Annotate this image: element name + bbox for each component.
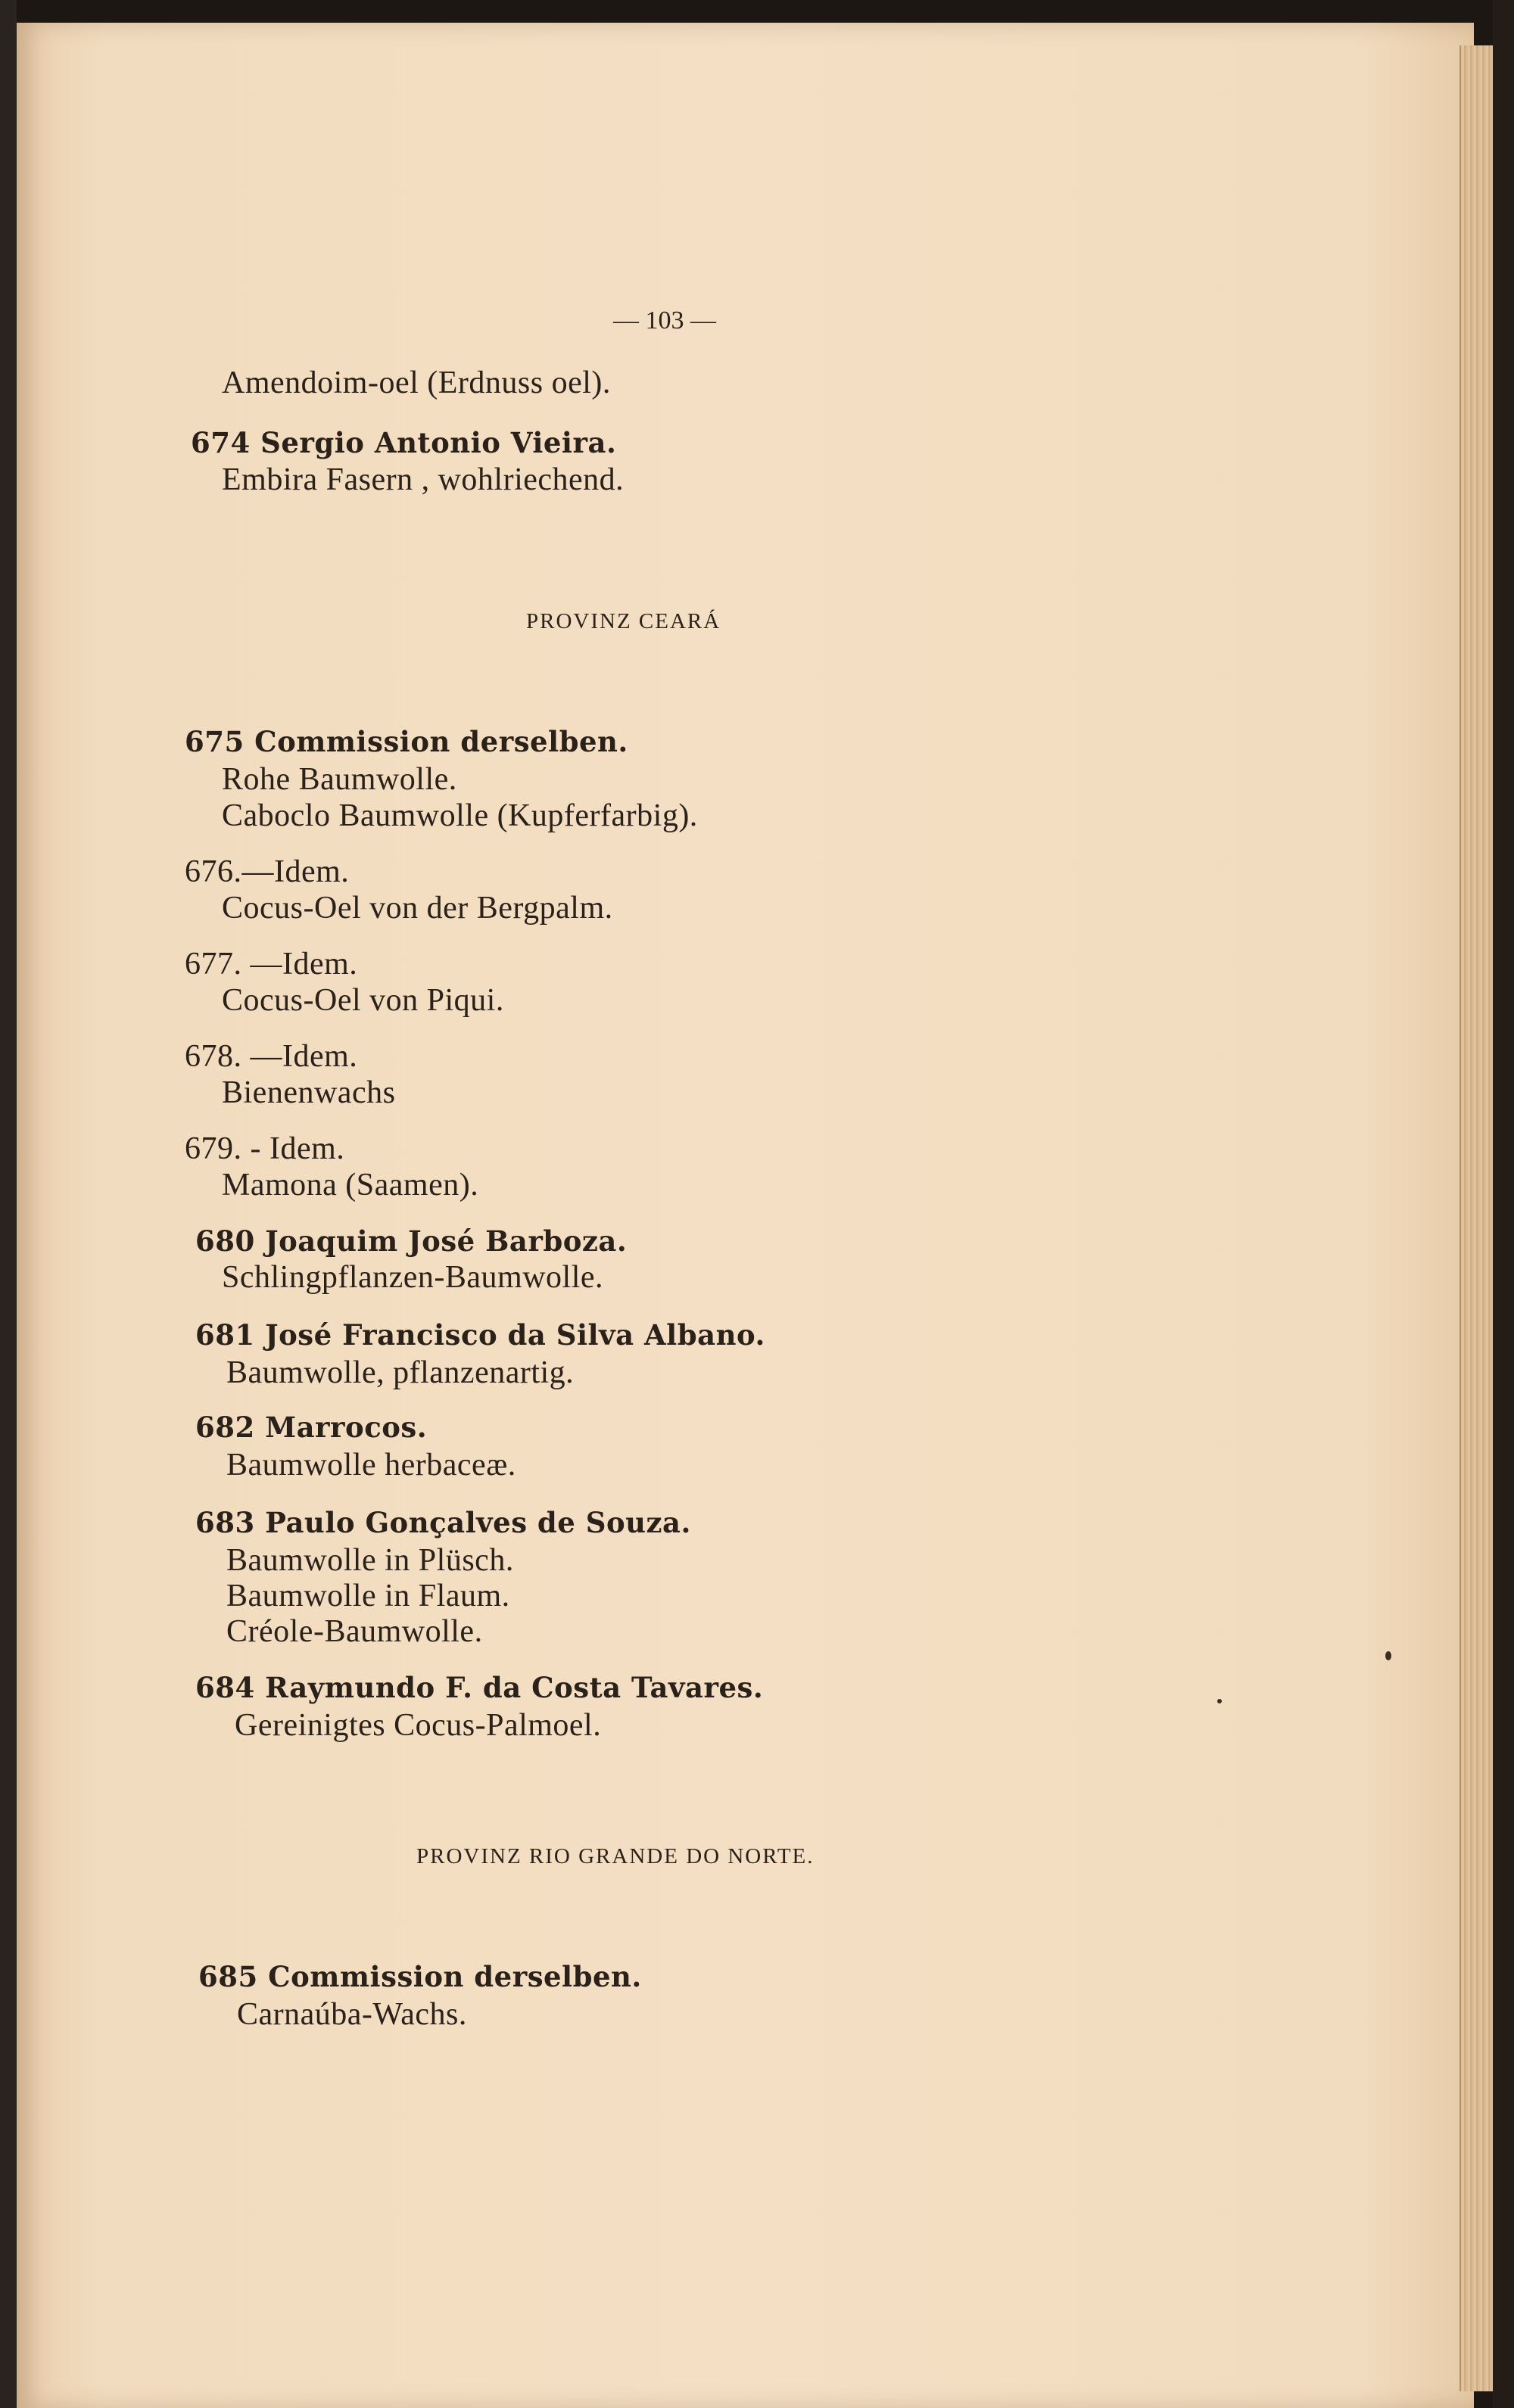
- background-edge: [1493, 0, 1514, 2408]
- entry-676-line: Cocus-Oel von der Bergpalm.: [222, 891, 613, 926]
- entry-678-line: Bienenwachs: [222, 1075, 396, 1110]
- previous-page-edge: [0, 0, 17, 2408]
- entry-name: Commission derselben.: [268, 1960, 642, 1993]
- entry-680-header: [195, 1224, 627, 1258]
- entry-679-header: [185, 1131, 344, 1167]
- entry-682-header: [195, 1411, 427, 1444]
- section-heading-ceara: PROVINZ CEARÁ: [526, 609, 721, 633]
- entry-name: —Idem.: [241, 854, 350, 889]
- entry-685-line: Carnaúba-Wachs.: [237, 1997, 467, 2032]
- entry-number: 675: [185, 725, 245, 758]
- entry-684-line: Gereinigtes Cocus-Palmoel.: [235, 1708, 602, 1743]
- section-heading-rio-grande-do-norte: PROVINZ RIO GRANDE DO NORTE.: [416, 1844, 815, 1868]
- entry-number: 677.: [185, 947, 242, 982]
- ink-speck: [1385, 1651, 1391, 1660]
- entry-name: Joaquim José Barboza.: [265, 1224, 628, 1258]
- entry-684-header: [195, 1671, 763, 1704]
- entry-number: 685: [198, 1960, 258, 1993]
- entry-number: 682: [195, 1411, 255, 1444]
- page-number: — 103 —: [613, 306, 716, 334]
- entry-name: Paulo Gonçalves de Souza.: [265, 1506, 691, 1539]
- entry-number: 684: [195, 1671, 255, 1704]
- entry-number: 679.: [185, 1131, 242, 1166]
- entry-685-header: [198, 1960, 642, 1993]
- entry-number: 680: [195, 1224, 255, 1258]
- entry-675-header: [185, 725, 628, 758]
- entry-name: Commission derselben.: [254, 725, 628, 758]
- entry-number: 683: [195, 1506, 255, 1539]
- entry-681-line: Baumwolle, pflanzenartig.: [226, 1355, 575, 1390]
- entry-number: 674: [191, 426, 251, 459]
- entry-683-header: [195, 1506, 691, 1539]
- page-edges: [1459, 45, 1493, 2391]
- entry-name: - Idem.: [250, 1131, 345, 1166]
- intro-line: Amendoim-oel (Erdnuss oel).: [222, 366, 611, 400]
- entry-number: 681: [195, 1318, 255, 1352]
- entry-676-header: [185, 854, 349, 890]
- entry-683-line-2: Baumwolle in Flaum.: [226, 1579, 510, 1613]
- entry-675-line-1: Rohe Baumwolle.: [222, 762, 457, 797]
- entry-683-line-3: Créole-Baumwolle.: [226, 1614, 483, 1649]
- entry-number: 678.: [185, 1039, 242, 1074]
- entry-680-line: Schlingpflanzen-Baumwolle.: [222, 1260, 604, 1295]
- entry-677-header: [185, 946, 357, 982]
- entry-name: Marrocos.: [265, 1411, 428, 1444]
- entry-681-header: [195, 1318, 765, 1352]
- entry-678-header: [185, 1038, 357, 1075]
- entry-674-header: [191, 426, 616, 459]
- entry-677-line: Cocus-Oel von Piqui.: [222, 983, 504, 1018]
- entry-675-line-2: Caboclo Baumwolle (Kupferfarbig).: [222, 798, 698, 833]
- entry-683-line-1: Baumwolle in Plüsch.: [226, 1543, 514, 1578]
- entry-number: 676.: [185, 854, 242, 889]
- entry-name: José Francisco da Silva Albano.: [265, 1318, 765, 1352]
- entry-name: Sergio Antonio Vieira.: [260, 426, 617, 459]
- entry-name: —Idem.: [250, 1039, 358, 1074]
- entry-name: —Idem.: [250, 947, 358, 982]
- entry-679-line: Mamona (Saamen).: [222, 1168, 479, 1202]
- entry-682-line: Baumwolle herbaceæ.: [226, 1448, 516, 1482]
- entry-674-line: Embira Fasern , wohlriechend.: [222, 462, 625, 497]
- ink-speck: [1217, 1699, 1222, 1703]
- entry-name: Raymundo F. da Costa Tavares.: [265, 1671, 764, 1704]
